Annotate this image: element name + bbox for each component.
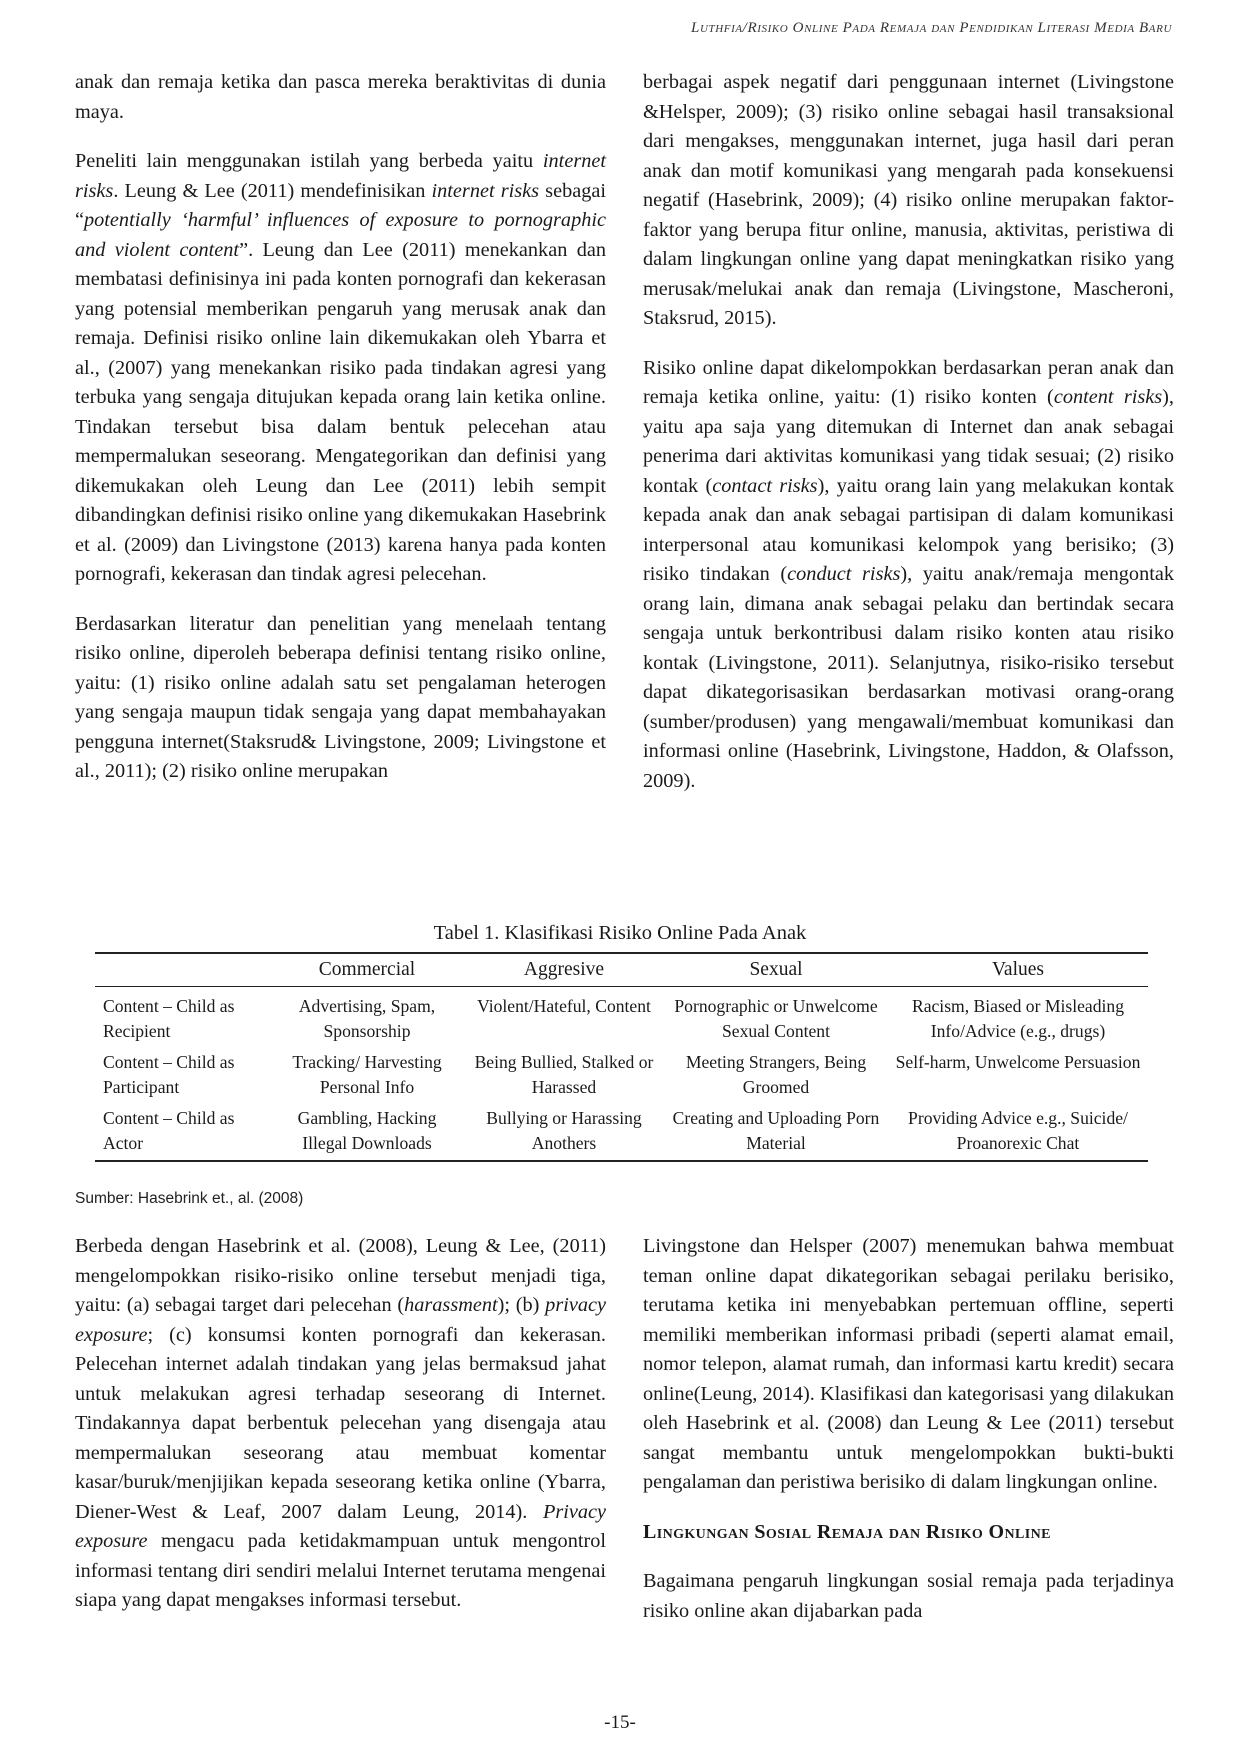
paragraph: anak dan remaja ketika dan pasca mereka beraktivitas di dunia maya. xyxy=(75,71,606,123)
table-header-row xyxy=(95,953,1148,987)
table-cell: Gambling, Hacking Illegal Downloads xyxy=(270,1100,464,1161)
paragraph: Livingstone dan Helsper (2007) menemukan bahwa membuat teman online dapat dikategorikan sebagai perilaku berisiko, terutama ketika ini menyebabkan pertemuan offline, seperti memiliki memberikan informasi pribadi (seperti alamat email, nomor telepon, alamat rumah, dan informasi kartu kredit) secara online(Leung, 2014). Klasifikasi dan kategorisasi yang dilakukan oleh Hasebrink et al. (2008) dan Leung & Lee (2011) tersebut sangat membantu untuk mengelompokkan bukti-bukti pengalaman dan peristiwa berisiko di dalam lingkungan online. xyxy=(643,1235,1174,1493)
italic-term: harassment xyxy=(404,1294,498,1316)
text-run: ); (b) xyxy=(497,1294,546,1316)
table-cell: Providing Advice e.g., Suicide/ Proanorexic Chat xyxy=(888,1100,1148,1161)
text-run: ; (c) konsumsi konten pornografi dan kekerasan. Pelecehan internet adalah tindakan yang jelas bermaksud jahat untuk melakukan agresi terhadap seseorang di Internet. Tindakannya dapat berbentuk pelecehan yang disengaja atau mempermalukan seseorang atau membuat komentar kasar/buruk/menjijikan kepada seseorang ketika online (Ybarra, Diener-West & Leaf, 2007 dalam Leung, 2014). xyxy=(75,1323,606,1523)
paragraph: Berdasarkan literatur dan penelitian yang menelaah tentang risiko online, diperoleh beberapa definisi tentang risiko online, yaitu: (1) risiko online adalah satu set pengalaman heterogen yang sengaja maupun tidak sengaja yang dapat membahayakan pengguna internet(Staksrud& Livingstone, 2009; Livingstone et al., 2011); (2) risiko online merupakan xyxy=(75,612,606,782)
right-column-top xyxy=(643,68,1174,796)
left-column-bottom xyxy=(75,1232,606,1616)
text-run: ), yaitu apa saja yang ditemukan di Internet dan anak sebagai penerima dari aktivitas komunikasi yang tidak sesuai; (2) risiko kontak ( xyxy=(643,386,1174,497)
table-source: Sumber: Hasebrink et., al. (2008) xyxy=(75,1190,304,1207)
running-head: Luthfia/Risiko Online Pada Remaja dan Pendidikan Literasi Media Baru xyxy=(691,20,1172,36)
table-cell: Meeting Strangers, Being Groomed xyxy=(685,1052,867,1097)
table-row-label: Content – Child as Actor xyxy=(95,1100,270,1161)
paragraph xyxy=(643,354,1174,797)
paragraph xyxy=(75,1232,606,1616)
text-run: Risiko online dapat dikelompokkan berdasarkan peran anak dan remaja ketika online, yaitu: (1) risiko konten ( xyxy=(643,356,1174,408)
right-column-bottom xyxy=(643,1232,1174,1626)
italic-term: conduct risks xyxy=(787,563,901,585)
table-cell: Violent/Hateful, Content xyxy=(477,996,651,1016)
table-row xyxy=(95,1044,1148,1100)
table-caption: Tabel 1. Klasifikasi Risiko Online Pada Anak xyxy=(433,922,807,944)
table-row-label: Content – Child as Participant xyxy=(103,1052,235,1097)
italic-term: contact risks xyxy=(712,474,818,497)
italic-term: content risks xyxy=(1053,386,1163,408)
paragraph: berbagai aspek negatif dari penggunaan internet (Livingstone &Helsper, 2009); (3) risiko online sebagai hasil transaksional dari mengakses, menggunakan internet, juga hasil dari peran anak dan motif komunikasi yang mengarah pada konsekuensi negatif (Hasebrink, 2009); (4) risiko online merupakan faktor-faktor yang berupa fitur online, manusia, aktivitas, peristiwa di dalam lingkungan online yang dapat meningkatkan risiko yang merusak/melukai anak dan remaja (Livingstone, Mascheroni, Staksrud, 2015). xyxy=(643,71,1174,329)
table-cell: Racism, Biased or Misleading Info/Advice (e.g., drugs) xyxy=(911,996,1125,1041)
table-cell: Pornographic or Unwelcome Sexual Content xyxy=(674,996,878,1041)
table-header-cell: Aggresive xyxy=(464,953,664,987)
italic-term: Privacy exposure xyxy=(75,1500,606,1552)
page-number: -15- xyxy=(604,1712,636,1733)
italic-term: internet risks xyxy=(431,179,540,202)
table-cell: Being Bullied, Stalked or Harassed xyxy=(474,1052,654,1097)
text-run: ), yaitu anak/remaja mengontak orang lain, dimana anak sebagai pelaku dan bertindak secara sengaja untuk berkontribusi dalam risiko konten atau risiko kontak (Livingstone, 2011). Selanjutnya, risiko-risiko tersebut dapat dikategorisasikan berdasarkan motivasi orang-orang (sumber/produsen) yang mengawali/membuat komunikasi dan informasi online (Hasebrink, Livingstone, Haddon, & Olafsson, 2009). xyxy=(643,563,1174,792)
table-header-cell xyxy=(95,953,270,987)
table-cell: Advertising, Spam, Sponsorship xyxy=(298,996,436,1041)
left-column-top xyxy=(75,68,606,787)
text-run: . Leung & Lee (2011) mendefinisikan xyxy=(113,179,432,202)
text-run: ”. Leung dan Lee (2011) menekankan dan membatasi definisinya ini pada konten pornografi dan kekerasan yang potensial memberikan pengaruh yang merusak anak dan remaja. Definisi risiko online lain dikemukakan oleh Ybarra et al., (2007) yang menekankan risiko pada tindakan agresi yang terbuka yang sengaja ditujukan kepada orang lain ketika online. Tindakan tersebut bisa dalam bentuk pelecehan atau mempermalukan seseorang. Mengategorikan dan definisi yang dikemukakan oleh Leung dan Lee (2011) lebih sempit dibandingkan definisi risiko online yang dikemukakan Hasebrink et al. (2009) dan Livingstone (2013) karena hanya pada konten pornografi, kekerasan dan tindak agresi pelecehan. xyxy=(75,238,606,585)
table-header-cell: Values xyxy=(888,953,1148,987)
section-heading: Lingkungan Sosial Remaja dan Risiko Online xyxy=(643,1520,1051,1543)
text-run: Peneliti lain menggunakan istilah yang berbeda yaitu xyxy=(75,150,543,172)
italic-term: internet risks xyxy=(75,150,606,202)
table-cell: Bullying or Harassing Anothers xyxy=(464,1100,664,1161)
paragraph: Bagaimana pengaruh lingkungan sosial remaja pada terjadinya risiko online akan dijabarkan pada xyxy=(643,1570,1174,1622)
text-run: ), yaitu orang lain yang melakukan kontak kepada anak dan anak sebagai partisipan di dalam komunikasi interpersonal atau komunikasi kelompok yang berisiko; (3) risiko tindakan ( xyxy=(643,474,1174,585)
italic-quote: potentially ‘harmful’ influences of exposure to pornographic and violent content xyxy=(75,209,606,261)
text-run: Berbeda dengan Hasebrink et al. (2008), Leung & Lee, (2011) mengelompokkan risiko-risiko online tersebut menjadi tiga, yaitu: (a) sebagai target dari pelecehan ( xyxy=(75,1235,606,1316)
italic-term: privacy exposure xyxy=(75,1294,606,1346)
table-row xyxy=(95,1100,1148,1161)
table-cell: Self-harm, Unwelcome Persuasion xyxy=(895,1052,1141,1072)
risk-classification-table xyxy=(95,952,1148,1162)
table-cell: Creating and Uploading Porn Material xyxy=(664,1100,888,1161)
table-header-cell: Sexual xyxy=(664,953,888,987)
table-header-cell: Commercial xyxy=(270,953,464,987)
text-run: sebagai “ xyxy=(75,179,606,231)
table-cell: Tracking/ Harvesting Personal Info xyxy=(292,1052,442,1097)
paragraph xyxy=(75,147,606,590)
table-row xyxy=(95,987,1148,1045)
text-run: mengacu pada ketidakmampuan untuk mengontrol informasi tentang diri sendiri melalui Internet terutama mengenai siapa yang dapat mengakses informasi tersebut. xyxy=(75,1530,606,1611)
table-row-label: Content – Child as Recipient xyxy=(103,996,235,1041)
